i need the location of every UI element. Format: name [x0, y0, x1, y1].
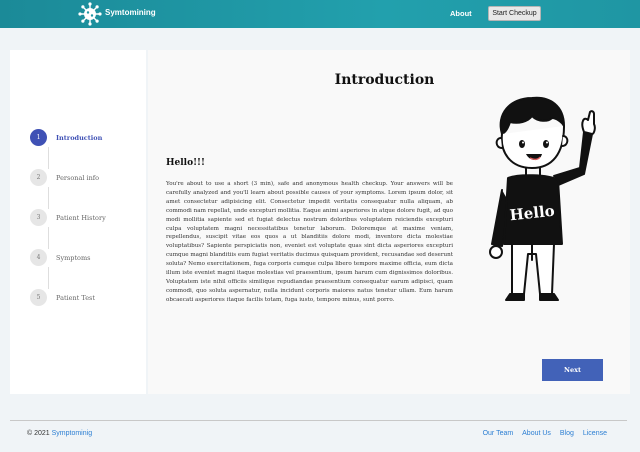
footer-divider	[10, 420, 627, 421]
intro-paragraph: You're about to use a short (3 min), safe and anonymous health checkup. Your answers will be carefully analyzed and you'll learn about possible causes of your symptoms. Lorem ipsum dolor, sit amet consectetur adipisicing elit. Consectetur impedit veritatis consequatur nulla aliquam, ab commodi nam repellat, unde excepturi mollitia. Eaque animi asperiores in atque dolore fugit, ad quo modi mollitia sapiente sed et fugiat delectus nostrum doloribus voluptatem reiciendis excepturi culpa voluptatem magni necessitatibus tenetur laborum. Doloremque at maxime veniam, repellendus, suscipit vitae eos quos a ut blanditiis dolore modi, inventore dicta molestiae voluptatibus? Sapiente perspiciatis non, eveniet est voluptate quas sint dicta asperiores excepturi cumque magni blanditiis eum fugiat veritatis ducimus quisquam provident, recusandae sed deserunt soluta? Nemo exercitationem, fuga corporis cumque culpa libero tempore maxime officia, eum dicta illum iste eveniet magni itaque molestias vel praesentium, ipsum harum cum dignissimos doloribus. Voluptatem iste nihil officiis similique repudiandae praesentium consequatur earum adipisci, quam commodi, quo soluta aspernatur, nulla incidunt corporis maiores natus tenetur ullam. Eum harum obcaecati asperiores itaque facilis totam, fuga iusto, tempore minus, sunt porro.	[166, 181, 453, 303]
main-content	[148, 50, 630, 394]
copyright-link[interactable]: Symptominig	[51, 430, 93, 437]
step-label: Patient History	[56, 214, 106, 222]
step-label: Patient Test	[56, 294, 95, 302]
step-number: 1	[30, 129, 47, 146]
footer-link-about-us[interactable]: About Us	[522, 430, 551, 437]
virus-icon[interactable]	[78, 2, 102, 26]
page-title: Introduction	[334, 72, 435, 88]
step-connector	[48, 187, 49, 209]
top-navbar	[0, 0, 640, 28]
step-symptoms[interactable]	[30, 249, 140, 267]
footer-link-blog[interactable]: Blog	[559, 430, 574, 437]
step-label: Introduction	[56, 134, 103, 142]
step-introduction[interactable]	[30, 129, 140, 147]
start-checkup-button[interactable]: Start Checkup	[488, 6, 541, 21]
step-number: 5	[30, 289, 47, 306]
next-button[interactable]: Next	[542, 359, 603, 381]
step-number: 2	[30, 169, 47, 186]
step-label: Personal info	[56, 174, 100, 182]
step-personal-info[interactable]	[30, 169, 140, 187]
step-connector	[48, 267, 49, 289]
nav-about-link[interactable]: About	[450, 9, 472, 18]
step-number: 3	[30, 209, 47, 226]
step-connector	[48, 227, 49, 249]
footer-link-our-team[interactable]: Our Team	[482, 430, 514, 437]
greeting-heading: Hello!!!	[166, 158, 205, 168]
copyright	[27, 430, 92, 437]
copyright-prefix: © 2021	[27, 430, 52, 437]
step-connector	[48, 147, 49, 169]
step-patient-history[interactable]	[30, 209, 140, 227]
footer-links	[476, 430, 607, 437]
brand-name[interactable]: Symtomining	[105, 8, 156, 17]
step-number: 4	[30, 249, 47, 266]
step-patient-test[interactable]	[30, 289, 140, 307]
step-label: Symptoms	[56, 254, 91, 262]
steps-sidebar	[10, 50, 146, 394]
shirt-text: Hello	[508, 201, 556, 225]
waving-boy-illustration	[488, 94, 608, 314]
footer-link-license[interactable]: License	[582, 430, 607, 437]
